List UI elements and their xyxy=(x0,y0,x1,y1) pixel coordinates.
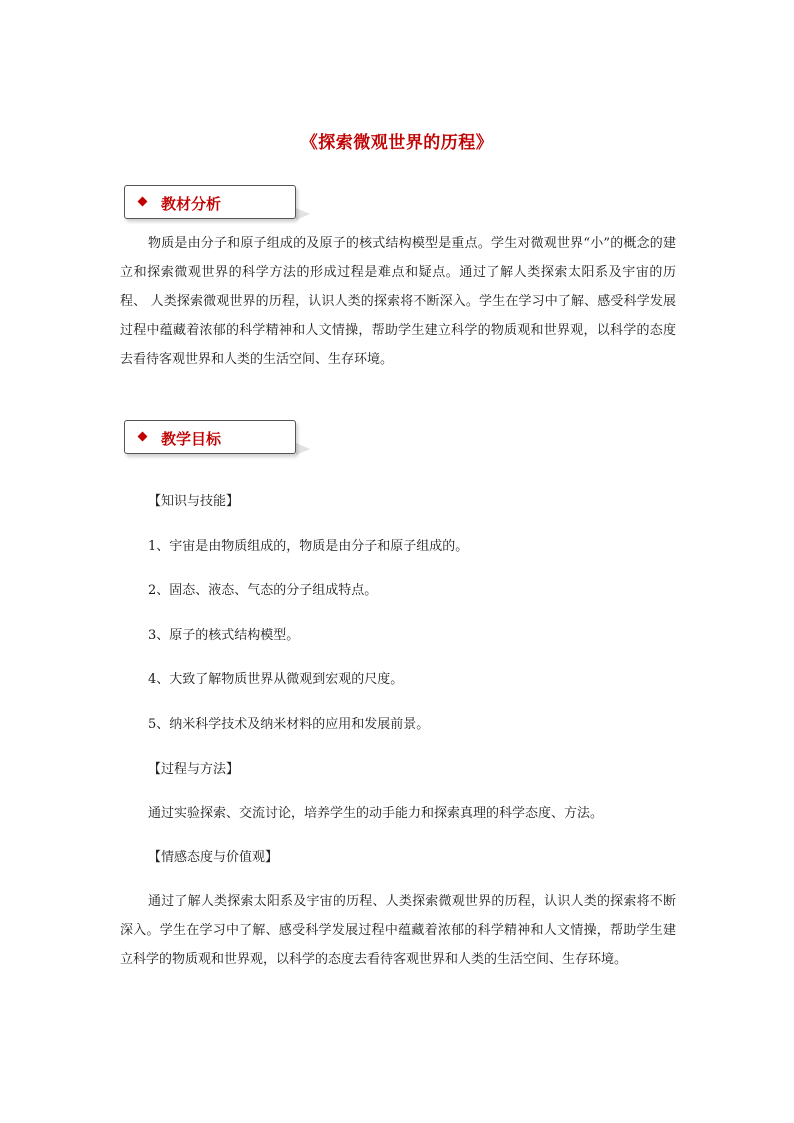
section-header-label: 教学目标 xyxy=(161,430,222,448)
diamond-icon xyxy=(138,197,148,207)
section-header-objectives xyxy=(124,420,314,460)
diamond-icon xyxy=(138,432,148,442)
section-header-box xyxy=(124,420,296,454)
process-text: 通过实验探索、交流讨论，培养学生的动手能力和探索真理的科学态度、方法。 xyxy=(148,806,604,821)
header-tail-shadow xyxy=(296,443,310,455)
list-item: 4、大致了解物质世界从微观到宏观的尺度。 xyxy=(148,672,404,687)
section-header-box xyxy=(124,185,296,219)
header-tail-shadow xyxy=(296,208,310,220)
list-item: 1、宇宙是由物质组成的，物质是由分子和原子组成的。 xyxy=(148,539,469,554)
document-title: 《探索微观世界的历程》 xyxy=(300,133,494,153)
emotion-heading: 【情感态度与价值观】 xyxy=(148,850,279,865)
list-item: 2、固态、液态、气态的分子组成特点。 xyxy=(148,583,378,598)
section-header-analysis xyxy=(124,185,314,225)
knowledge-heading: 【知识与技能】 xyxy=(148,494,240,509)
process-heading: 【过程与方法】 xyxy=(148,762,240,777)
list-item: 5、纳米科学技术及纳米材料的应用和发展前景。 xyxy=(148,717,430,732)
analysis-paragraph: 物质是由分子和原子组成的及原子的核式结构模型是重点。学生对微观世界“小”的概念的建立和探索微观世界的科学方法的形成过程是难点和疑点。通过了解人类探索太阳系及宇宙的历程、 人类探索微观世界的历程，认识人类的探索将不断深入。学生在学习中了解、感受科学发展过程中蕴藏着浓郁的科学精神和人文情操，帮助学生建立科学的物质观和世界观，以科学的态度去看待客观世界和人类的生活空间、生存环境。 xyxy=(120,236,676,367)
emotion-paragraph: 通过了解人类探索太阳系及宇宙的历程、人类探索微观世界的历程，认识人类的探索将不断深入。学生在学习中了解、感受科学发展过程中蕴藏着浓郁的科学精神和人文情操，帮助学生建立科学的物质观和世界观，以科学的态度去看待客观世界和人类的生活空间、生存环境。 xyxy=(120,894,676,967)
section-header-label: 教材分析 xyxy=(161,195,222,213)
list-item: 3、原子的核式结构模型。 xyxy=(148,628,300,643)
